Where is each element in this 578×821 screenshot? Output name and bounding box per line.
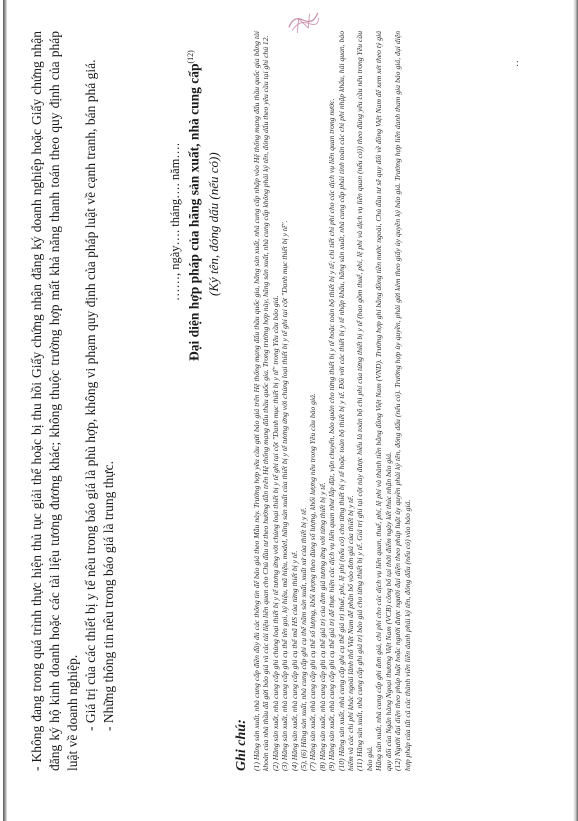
- rotated-page: [20, 31, 525, 801]
- note-item: (1) Hãng sản xuất, nhà cung cấp điền đầy đủ các thông tin để báo giá theo Mẫu này. Trường hợp yêu cầu gửi báo giá trên Hệ thống mạng đấu thầu quốc gia, hãng sản xuất, nhà cung cấp nhập vào Hệ thống mạng đấu thầu quốc gia bằng tài khoản của nhà thầu đã gửi báo giá và các tài liệu liên quan cho Chủ đầu tư theo hướng dẫn trên Hệ thống mạng đấu thầu quốc gia. Trong trường hợp này, hãng sản xuất, nhà cung cấp không phải ký tên, đóng dấu theo yêu cầu tại ghi chú 12.: [252, 31, 271, 771]
- note-item: (4) Hãng sản xuất, nhà cung cấp ghi cụ thể mã HS của từng thiết bị y tế.: [289, 550, 299, 771]
- bullet-price-value: - Giá trị của các thiết bị y tế nêu trong báo giá là phù hợp, không vi phạm quy định của pháp luật về cạnh tranh, bán phá giá.: [83, 59, 98, 731]
- signature-title: [186, 50, 203, 361]
- note-item: (12) Người đại diện theo pháp luật hoặc người được người đại diện theo pháp luật ủy quyền phải ký tên, đóng dấu (nếu có). Trường hợp ủy quyền, phải gửi kèm theo giấy ủy quyền ký báo giá. Trường hợp liên danh tham gia báo giá, đại diện hợp pháp của tất cả các thành viên liên danh phải ký tên, đóng dấu (nếu có) vào báo giá.: [393, 31, 412, 771]
- note-item: Hãng sản xuất, nhà cung cấp ghi đơn giá, chi phí cho các dịch vụ liên quan, thuế, phí, lệ phí và thành tiền bằng đồng Việt Nam (VND). Trường hợp ghi bằng đồng tiền nước ngoài, Chủ đầu tư sẽ quy đổi về đồng Việt Nam để xem xét theo tỷ giá quy đổi của Ngân hàng Ngoại thương Việt Nam (VCB) công bố tại thời điểm ngày kết thúc nhận báo giá.: [374, 31, 393, 771]
- signature-subtitle: (Ký tên, đóng dấu (nếu có)): [206, 152, 221, 296]
- note-item: (9) Hãng sản xuất, nhà cung cấp ghi cụ thể giá trị để thực hiện các dịch vụ liên quan như lắp đặt, vận chuyển, bảo quản cho từng thiết bị y tế hoặc toàn bộ thiết bị y tế; chi tiết chi phí cho các dịch vụ liên quan trong nước.: [327, 98, 337, 771]
- corner-mark: :: [516, 58, 519, 69]
- note-item: (7) Hãng sản xuất, nhà cung cấp ghi cụ thể số lượng, khối lượng theo đúng số lượng, khối lượng nêu trong Yêu cầu báo giá.: [308, 393, 318, 771]
- note-item: (11) Hãng sản xuất, nhà cung cấp ghi giá trị báo giá cho từng thiết bị y tế. Giá trị ghi tại cột này được hiểu là toàn bộ chi phí của từng thiết bị y tế (bao gồm thuế, phí, lệ phí và dịch vụ liên quan (nếu có)) theo đúng yêu cầu nêu trong Yêu cầu báo giá.: [355, 31, 374, 771]
- scan-edge-right: [573, 0, 578, 821]
- note-item: (10) Hãng sản xuất, nhà cung cấp ghi cụ thể giá trị thuế, phí, lệ phí (nếu có) cho từng thiết bị y tế hoặc toàn bộ thiết bị y tế. Đối với các thiết bị y tế nhập khẩu, hãng sản xuất, nhà cung cấp phải tính toán các chi phí nhập khẩu, hải quan, bảo hiểm và các chi phí khác ngoài lãnh thổ Việt Nam để phân bổ vào đơn giá của thiết bị y tế.: [336, 31, 356, 771]
- signature-title-text: Đại diện hợp pháp của hãng sản xuất, nhà cung cấp: [186, 63, 202, 361]
- note-item: (8) Hãng sản xuất, nhà cung cấp ghi cụ thể giá trị của đơn giá tương ứng với từng thiết bị y tế.: [317, 482, 327, 771]
- note-item: (5), (6) Hãng sản xuất, nhà cung cấp ghi cụ thể năm sản xuất, xuất xứ của thiết bị y tế.: [299, 507, 309, 771]
- notes-heading: Ghi chú:: [234, 719, 249, 771]
- signature-title-footnote: (12): [186, 50, 195, 64]
- note-item: (3) Hãng sản xuất, nhà cung cấp ghi cụ thể tên gọi, ký hiệu, mã hiệu, model, hãng sản xuất của thiết bị y tế tương ứng với chủng loại thiết bị y tế ghi tại cột "Danh mục thiết bị y tế".: [280, 220, 290, 771]
- bullet-truthful-info: - Những thông tin nêu trong báo giá là trung thực.: [101, 461, 116, 731]
- main-paragraph: - Không đang trong quá trình thực hiện thủ tục giải thể hoặc bị thu hồi Giấy chứng nhận đăng ký doanh nghiệp hoặc Giấy chứng nhận đăng ký hộ kinh doanh hoặc các tài liệu tương đương khác; không thuộc trường hợp mất khả năng thanh toán theo quy định của pháp luật về doanh nghiệp.: [29, 31, 80, 771]
- date-line: ……, ngày…. tháng…. năm….: [168, 143, 182, 301]
- note-item: (2) Hãng sản xuất, nhà cung cấp ghi chủng loại thiết bị y tế tương ứng với chủng loại thiết bị y tế ghi tại cột "Danh mục thiết bị y tế" trong Yêu cầu báo giá.: [270, 295, 280, 771]
- notes-list: [252, 31, 412, 771]
- scan-edge-left: [3, 0, 7, 821]
